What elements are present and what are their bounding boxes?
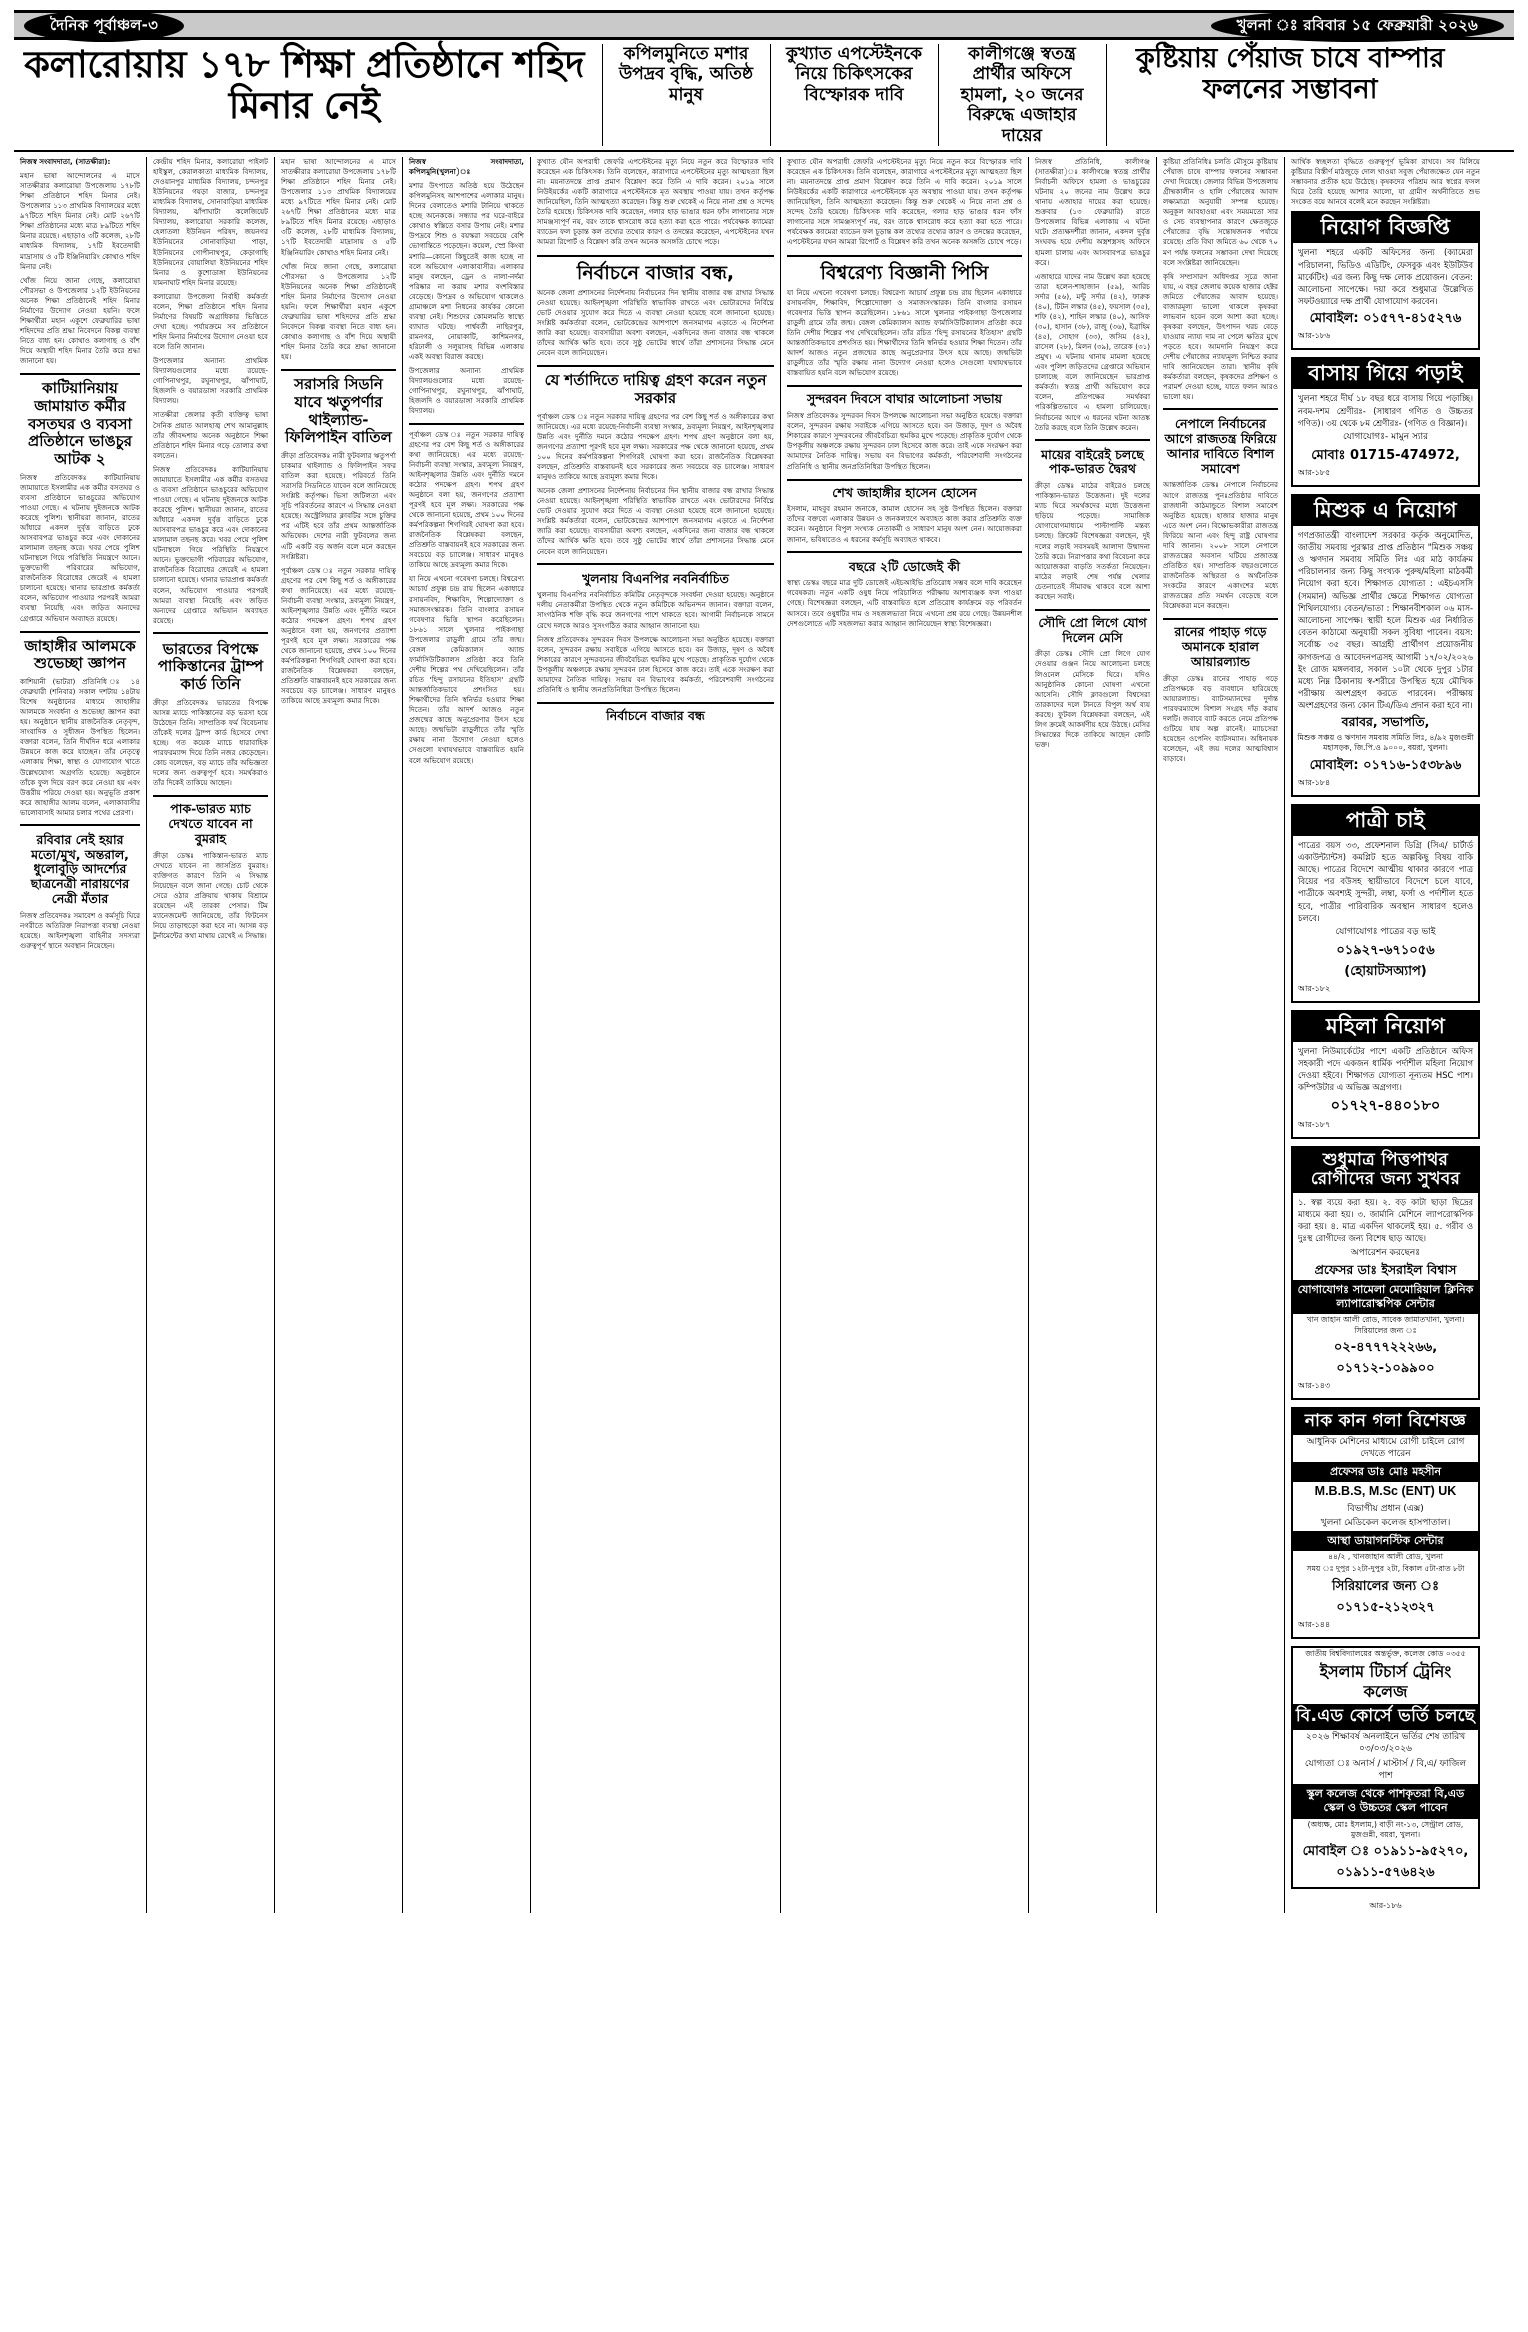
- article-vishwa-body: যা নিয়ে এখনো গবেষণা চলছে। বিশ্বরেণ্য আচার্য প্রফুল্ল চন্দ্র রায় ছিলেন একাধারে রসায়নবিদ, শিক্ষাবিদ, শিল্পোদ্যোক্তা ও সমাজসংস্কারক। তিনি বাংলার রসায়ন গবেষণার ভিত্তি স্থাপন করেছিলেন। ১৮৬১ সালে খুলনার পাইকগাছা উপজেলার রাড়ুলী গ্রামে তাঁর জন্ম। বেঙ্গল কেমিক্যালস অ্যান্ড ফার্মাসিউটিক্যালস প্রতিষ্ঠা করে তিনি দেশীয় শিল্পের পথ দেখিয়েছিলেন। তাঁর রচিত 'হিন্দু রসায়নের ইতিহাস' গ্রন্থটি আন্তর্জাতিকভাবে প্রশংসিত হয়। শিক্ষার্থীদের তিনি স্বনির্ভর হওয়ার শিক্ষা দিতেন। তাঁর আদর্শ আজও নতুন প্রজন্মের কাছে অনুপ্রেরণার উৎস হয়ে আছে। জন্মভিটা রাড়ুলীতে তাঁর স্মৃতি রক্ষায় নানা উদ্যোগ নেওয়া হলেও সেগুলো যথাযথভাবে বাস্তবায়িত হয়নি বলে অভিযোগ রয়েছে।: [787, 287, 1022, 378]
- column-8: [1156, 157, 1284, 1913]
- paper-name-badge: দৈনিক পূর্বাঞ্চল-৩: [24, 10, 184, 42]
- article-katianga-cont: নিজস্ব প্রতিবেদকঃ কাটিয়ানিয়ায় জামায়াতে ইসলামীর এক কর্মীর বসতঘর ও ব্যবসা প্রতিষ্ঠানে ভাঙচুরের অভিযোগ পাওয়া গেছে। এ ঘটনায় দুইজনকে আটক করেছে পুলিশ। স্থানীয়রা জানান, রাতের আঁধারে একদল দুর্বৃত্ত বাড়িতে ঢুকে আসবাবপত্র ভাঙচুর করে এবং দোকানের মালামাল তছনছ করে। খবর পেয়ে পুলিশ ঘটনাস্থলে গিয়ে পরিস্থিতি নিয়ন্ত্রণে আনে। ভুক্তভোগী পরিবারের অভিযোগ, রাজনৈতিক বিরোধের জেরেই এ হামলা চালানো হয়েছে। থানার ভারপ্রাপ্ত কর্মকর্তা বলেন, অভিযোগ পাওয়ার পরপরই আমরা ব্যবস্থা নিয়েছি এবং জড়িত অন্যদের গ্রেপ্তারে অভিযান অব্যাহত রয়েছে।: [153, 464, 268, 625]
- ad-mohila-niyog[interactable]: [1291, 1010, 1480, 1140]
- ad-course-banner: বি.এড কোর্সে ভর্তি চলছে: [1293, 1704, 1478, 1730]
- ad-subtitle: অপারেশন করছেনঃ: [1350, 1247, 1421, 1258]
- section-heading-shekh-jahangir: শেখ জাহাঙ্গীর হাসেন হোসেন: [787, 479, 1022, 501]
- ad-basay-giye-porai[interactable]: [1291, 357, 1480, 486]
- ad-title: নাক কান গলা বিশেষজ্ঞ: [1293, 1409, 1478, 1435]
- ad-phone[interactable]: ০১৯২৭-৬৭১০৫৬ (হোয়াটসঅ্যাপ): [1336, 942, 1435, 979]
- article-nirbachone-body: অনেক জেলা প্রশাসনের নির্দেশনায় নির্বাচনের দিন স্থানীয় বাজার বন্ধ রাখার সিদ্ধান্ত নেওয়া হয়েছে। আইনশৃঙ্খলা পরিস্থিতি স্বাভাবিক রাখতে এবং ভোটারদের নির্বিঘ্নে ভোট দেওয়ার সুযোগ করে দিতে এ ব্যবস্থা নেওয়া হয়েছে বলে জানানো হয়েছে। সংশ্লিষ্ট কর্মকর্তারা বলেন, ভোটকেন্দ্রের আশপাশে জনসমাগম এড়াতে এ নির্দেশনা জারি করা হয়েছে। ব্যবসায়ীরা অবশ্য বলছেন, একদিনের জন্য বাজার বন্ধ থাকলে তাঁদের আর্থিক ক্ষতি হবে। তবে সুষ্ঠু ভোটের স্বার্থে তাঁরা প্রশাসনের সিদ্ধান্ত মেনে নেবেন বলে জানিয়েছেন।: [537, 287, 774, 358]
- ad-body: খুলনা শহরে একটি অফিসের জন্য (ক্যামেরা পরিচালনা, ভিডিও এডিটিং, ফেসবুক এবং ইউটিউব মার্কেটিং) এর জন্য কিছু দক্ষ লোক প্রয়োজন। বেতন: আলোচনা সাপেক্ষে। দয়া করে শুধুমাত্র উল্লেখিত সফটওয়্যারে দক্ষ প্রার্থী যোগাযোগ করবেন।: [1298, 247, 1473, 307]
- ad-accreditation-line: জাতীয় বিশ্ববিদ্যালয়ের অন্তর্ভুক্ত, কলেজ কোড ০৩৫৫: [1305, 1648, 1466, 1658]
- ad-doctor-post: বিভাগীয় প্রধান (এক্স): [1347, 1503, 1424, 1514]
- article-kapilmuni-cont: উপজেলার অন্যান্য প্রাথমিক বিদ্যালয়গুলোর মধ্যে রয়েছে-গোপিনাথপুর, রঘুনাথপুর, ঝাঁপাঘাট, হিজলদি ও বয়ারডাঙ্গা সরকারি প্রাথমিক বিদ্যালয়।: [409, 366, 524, 416]
- ad-time: সময় ঃ দুপুর ১২টা-দুপুর ২টা, বিকাল ৫টা-রাত ৮টা: [1306, 1564, 1465, 1574]
- article-jahangir-body: কাশিয়ানী (ভাটরা) প্রতিনিধি ঃ ১৪ ফেব্রুয়ারী (শনিবার) সকাল দশটায় ১৪টায় বিশেষ অনুষ্ঠানের মাধ্যমে জাহাঙ্গীর আলমকে সংবর্ধনা ও শুভেচ্ছা জ্ঞাপন করা হয়। অনুষ্ঠানে স্থানীয় রাজনৈতিক নেতৃবৃন্দ, সাংবাদিক ও সুধীজন উপস্থিত ছিলেন। বক্তারা বলেন, তিনি দীর্ঘদিন ধরে এলাকার উন্নয়নে কাজ করে যাচ্ছেন। তাঁর নেতৃত্বে এলাকায় শিক্ষা, স্বাস্থ্য ও যোগাযোগ খাতে উল্লেখযোগ্য অগ্রগতি হয়েছে। অনুষ্ঠানে তাঁকে ফুল দিয়ে বরণ করে নেওয়া হয় এবং উত্তরীয় পরিয়ে দেওয়া হয়। অনুভূতি প্রকাশ করে জাহাঙ্গীর আলম বলেন, এলাকাবাসীর ভালোবাসাই আমার চলার পথের প্রেরণা।: [20, 676, 140, 817]
- headline-block-kushtia: [1106, 44, 1466, 146]
- article-ranner-body: ক্রীড়া ডেস্কঃ রানের পাহাড় গড়ে প্রতিপক্ষকে বড় ব্যবধানে হারিয়েছে আয়ারল্যান্ড। ব্যাটসম্যানদের দুর্দান্ত পারফরম্যান্সে বিশাল সংগ্রহ দাঁড় করায় দলটি। জবাবে ব্যাট করতে নেমে প্রতিপক্ষ গুটিয়ে যায় অল্প রানেই। ম্যাচসেরা হয়েছেন ওপেনিং ব্যাটসম্যান। অধিনায়ক বলেছেন, এই জয় দলের আত্মবিশ্বাস বাড়াবে।: [1163, 673, 1278, 764]
- section-heading-nepal: নেপালে নির্বাচনের আগে রাজতন্ত্র ফিরিয়ে আনার দাবিতে বিশাল সমাবেশ: [1164, 416, 1277, 476]
- ad-phone[interactable]: মোবাইল: ০১৫৭৭-৪১৫২৭৬: [1309, 311, 1462, 327]
- ad-title: মিশুক এ নিয়োগ: [1293, 496, 1478, 526]
- article-mayer-bairey-body: ক্রীড়া ডেস্কঃ মাঠের বাইরেও চলছে পাকিস্তান-ভারত উত্তেজনা। দুই দলের ম্যাচ ঘিরে সমর্থকদের মধ্যে উত্তেজনা ছড়িয়ে পড়েছে। সামাজিক যোগাযোগমাধ্যমে পাল্টাপাল্টি মন্তব্য চলছে। ক্রিকেট বিশেষজ্ঞরা বলছেন, দুই দলের লড়াই সবসময়ই আলাদা উন্মাদনা তৈরি করে। নিরাপত্তার কথা বিবেচনা করে আয়োজকরা বাড়তি সতর্কতা নিয়েছেন। মাঠের লড়াই শেষ পর্যন্ত খেলার চেতনাতেই সীমাবদ্ধ থাকবে বলে আশা করছেন সবাই।: [1035, 481, 1150, 601]
- ad-deadline: ২০২৬ শিক্ষাবর্ষ অনলাইনে ভর্তির শেষ তারিখ ০৩/০৩/২০২৬: [1305, 1731, 1466, 1755]
- main-content-grid: [14, 157, 1514, 1913]
- article-kushtia-body3: আর্থিক স্বচ্ছলতা বৃদ্ধিতে গুরুত্বপূর্ণ ভূমিকা রাখবে। সব মিলিয়ে কুষ্টিয়ার বিস্তীর্ণ মাঠজুড়ে দোল খাওয়া সবুজ পেঁয়াজক্ষেত যেন নতুন সম্ভাবনার প্রতীক হয়ে উঠেছে। কৃষকদের পরিশ্রম আর স্বপ্নের ফসল ঘিরে তৈরি হয়েছে আশার আলো, যা গ্রামীণ অর্থনীতিতে শুভ সংকেত বয়ে আনবে বলেই মনে করছেন সংশ্লিষ্টরা।: [1291, 156, 1480, 207]
- headline-block-epstein: [770, 44, 930, 146]
- top-headline-band: [14, 44, 1514, 152]
- ad-ref-code: আর-১৪৪: [1298, 1619, 1331, 1629]
- divider-rule-3: [409, 423, 524, 425]
- article-bottom-caption-body: নিজস্ব প্রতিবেদকঃ সমাবেশ ও কর্মসূচি ঘিরে নগরীতে অতিরিক্ত নিরাপত্তা ব্যবস্থা নেওয়া হয়েছে। আইনশৃঙ্খলা বাহিনীর সদস্যরা গুরুত্বপূর্ণ স্থানে অবস্থান নিয়েছেন।: [20, 910, 140, 950]
- ad-body: খুলনা নিউমার্কেটের পাশে একটি প্রতিষ্ঠানে অফিস সহকারী পদে একজন ধার্মিক পর্দাশীল মহিলা নিয়োগ দেওয়া হইবে। শিক্ষাগত যোগ্যতা নূন্যতম HSC পাশ। কম্পিউটার এ অভিজ্ঞ অগ্রগণ্য।: [1298, 1045, 1473, 1093]
- ad-phone[interactable]: সিরিয়ালের জন্য ঃ ০১৭১৫-২১২৩২৭: [1331, 1578, 1440, 1615]
- article-kaliganj-body: নিজস্ব প্রতিনিধি, কালীগঞ্জ (সাতক্ষীরা)ঃ কালীগঞ্জে স্বতন্ত্র প্রার্থীর নির্বাচনী অফিসে হামলা ও ভাঙচুরের ঘটনায় ২০ জনের নাম উল্লেখ করে থানায় এজাহার দায়ের করা হয়েছে। শুক্রবার (১৩ ফেব্রুয়ারি) রাতে উপজেলার বিভিন্ন এলাকায় এ ঘটনা ঘটে। প্রত্যক্ষদর্শীরা জানান, একদল দুর্বৃত্ত সংঘবদ্ধ হয়ে দেশীয় অস্ত্রশস্ত্রসহ অফিসে হামলা চালায় এবং আসবাবপত্র ভাঙচুর করে।: [1035, 156, 1150, 267]
- article-shekh-jahangir-body: ইসলাম, মাহবুব রহমান জনাকে, কামাল হোসেন সহ সুষ্ঠ উপস্থিত ছিলেন। বক্তারা তাঁদের বক্তব্যে এলাকার উন্নয়ন ও জনকল্যাণে অব্যাহত কাজ করার প্রতিশ্রুতি ব্যক্ত করেন। অনুষ্ঠানে বিপুল সংখ্যক নেতাকর্মী ও সাধারণ মানুষ অংশ নেন। আয়োজকরা জানান, ভবিষ্যতেও এ ধরনের কর্মসূচি অব্যাহত থাকবে।: [787, 504, 1022, 544]
- ad-pittopathor[interactable]: [1291, 1146, 1480, 1399]
- ad-eligibility: যোগ্যতা ঃ অনার্স / মাস্টার্স / বি,এ/ ফাজিল পাশ: [1304, 1758, 1467, 1782]
- article-katianga-body: নিজস্ব প্রতিবেদকঃ কাটিয়ানিয়ায় জামায়াতে ইসলামীর এক কর্মীর বসতঘর ও ব্যবসা প্রতিষ্ঠানে ভাঙচুরের অভিযোগ পাওয়া গেছে। এ ঘটনায় দুইজনকে আটক করেছে পুলিশ। স্থানীয়রা জানান, রাতের আঁধারে একদল দুর্বৃত্ত বাড়িতে ঢুকে আসবাবপত্র ভাঙচুর করে এবং দোকানের মালামাল তছনছ করে। খবর পেয়ে পুলিশ ঘটনাস্থলে গিয়ে পরিস্থিতি নিয়ন্ত্রণে আনে। ভুক্তভোগী পরিবারের অভিযোগ, রাজনৈতিক বিরোধের জেরেই এ হামলা চালানো হয়েছে। থানার ভারপ্রাপ্ত কর্মকর্তা বলেন, অভিযোগ পাওয়ার পরপরই আমরা ব্যবস্থা নিয়েছি এবং জড়িত অন্যদের গ্রেপ্তারে অভিযান অব্যাহত রয়েছে।: [20, 472, 140, 623]
- article-kapilmuni-byline: [409, 157, 524, 177]
- ad-phone[interactable]: মোবাইল ঃ ০১৯১১-৯৫২৭০, ০১৯১১-৫৭৬৪২৬: [1302, 1844, 1469, 1881]
- section-heading-vishwa: বিশ্বরেণ্য বিজ্ঞানী পিসি: [787, 255, 1022, 284]
- column-1: [14, 157, 146, 1913]
- article-notun-sarkar-cont: অনেক জেলা প্রশাসনের নির্দেশনায় নির্বাচনের দিন স্থানীয় বাজার বন্ধ রাখার সিদ্ধান্ত নেওয়া হয়েছে। আইনশৃঙ্খলা পরিস্থিতি স্বাভাবিক রাখতে এবং ভোটারদের নির্বিঘ্নে ভোট দেওয়ার সুযোগ করে দিতে এ ব্যবস্থা নেওয়া হয়েছে বলে জানানো হয়েছে। সংশ্লিষ্ট কর্মকর্তারা বলেন, ভোটকেন্দ্রের আশপাশে জনসমাগম এড়াতে এ নির্দেশনা জারি করা হয়েছে। ব্যবসায়ীরা অবশ্য বলছেন, একদিনের জন্য বাজার বন্ধ থাকলে তাঁদের আর্থিক ক্ষতি হবে। তবে সুষ্ঠু ভোটের স্বার্থে তাঁরা প্রশাসনের সিদ্ধান্ত মেনে নেবেন বলে জানিয়েছেন।: [537, 486, 774, 556]
- column-7: [1028, 157, 1156, 1913]
- article-shirase-body: ক্রীড়া প্রতিবেদকঃ নারী ফুটবলার ঋতুপর্ণা চাকমার থাইল্যান্ড ও ফিলিপাইন সফর বাতিল করা হয়েছে। পরিবর্তে তিনি সরাসরি সিডনিতে যাবেন বলে জানিয়েছে সংশ্লিষ্ট কর্তৃপক্ষ। ভিসা জটিলতা এবং সূচি পরিবর্তনের কারণে এ সিদ্ধান্ত নেওয়া হয়েছে। অস্ট্রেলিয়ার ক্লাবটির সঙ্গে চুক্তির পর এটিই হবে তাঁর প্রথম আন্তর্জাতিক অভিষেক। দেশের নারী ফুটবলের জন্য এটি একটি বড় অর্জন বলে মনে করছেন সংশ্লিষ্টরা।: [281, 450, 396, 561]
- ad-ref-code: আর-১৪৩: [1298, 1380, 1331, 1390]
- article-shirase-cont: পূর্বাঞ্চল ডেস্ক ঃ নতুন সরকার দায়িত্ব গ্রহণের পর বেশ কিছু শর্ত ও অঙ্গীকারের কথা জানিয়েছে। এর মধ্যে রয়েছে-নির্বাচনী ব্যবস্থা সংস্কার, দ্রব্যমূল্য নিয়ন্ত্রণ, আইনশৃঙ্খলার উন্নতি এবং দুর্নীতি দমনে কঠোর পদক্ষেপ গ্রহণ। শপথ গ্রহণ অনুষ্ঠানে বলা হয়, জনগণের প্রত্যাশা পূরণই হবে মূল লক্ষ্য। সরকারের পক্ষ থেকে জানানো হয়েছে, প্রথম ১০০ দিনের কর্মপরিকল্পনা শিগগিরই ঘোষণা করা হবে। রাজনৈতিক বিশ্লেষকরা বলছেন, প্রতিশ্রুতি বাস্তবায়নই হবে সরকারের জন্য সবচেয়ে বড় চ্যালেঞ্জ। সাধারণ মানুষও তাকিয়ে আছে দ্রব্যমূল্য কমার দিকে।: [281, 565, 396, 706]
- section-heading-mayer-bairey: মায়ের বাইরেই চলছে পাক-ভারত দ্বৈরথ: [1041, 446, 1144, 477]
- ad-patri-chai[interactable]: [1291, 804, 1480, 1003]
- headline-block-kaliganj: [938, 44, 1098, 146]
- ad-address: (অধ্যক্ষ, মোঃ ইসলাম,) বাড়ী নং-১৩, সেন্ট্রাল রোড, মুজগুন্নী, বয়রা, খুলনা।: [1307, 1819, 1464, 1839]
- section-heading-nirbachone-bottom: নির্বাচনে বাজার বন্ধ: [537, 702, 774, 724]
- lead-headline: কলারোয়ায় ১৭৮ শিক্ষা প্রতিষ্ঠানে শহিদ মিনার নেই: [24, 43, 584, 128]
- headline-epstein: কুখ্যাত এপস্টেইনকে নিয়ে চিকিৎসকের বিস্ফোরক দাবি: [785, 44, 923, 105]
- ad-doctor-name: প্রফেসর ডাঃ মোঃ মহসীন: [1293, 1462, 1478, 1482]
- article-kushtia-body2: কৃষি সম্প্রসারণ অধিদপ্তর সূত্রে জানা যায়, এ বছর জেলায় কয়েক হাজার হেক্টর জমিতে পেঁয়াজের আবাদ হয়েছে। বাজারমূল্য ভালো থাকলে কৃষকরা লাভবান হবেন বলে আশা করা হচ্ছে। কৃষকরা বলছেন, উৎপাদন খরচ বেড়ে যাওয়ায় ন্যায্য দাম না পেলে ক্ষতির মুখে পড়তে হবে। আমদানি নিয়ন্ত্রণ করে দেশীয় পেঁয়াজের ন্যায্যমূল্য নিশ্চিত করার দাবি জানিয়েছেন তারা। স্থানীয় কৃষি কর্মকর্তারা বলছেন, কৃষকদের প্রশিক্ষণ ও পরামর্শ দেওয়া হচ্ছে, যাতে ফলন আরও ভালো হয়।: [1163, 271, 1278, 402]
- article-bochore-body: স্বাস্থ্য ডেস্কঃ বছরে মাত্র দুটি ডোজেই এইচআইভি প্রতিরোধ সম্ভব বলে দাবি করেছেন গবেষকরা। নতুন একটি ওষুধ নিয়ে পরিচালিত পরীক্ষায় আশাব্যঞ্জক ফল পাওয়া গেছে। বিশেষজ্ঞরা বলছেন, এটি বাস্তবায়িত হলে প্রতিরোধ কার্যক্রমে বড় পরিবর্তন আসবে। তবে ওষুধটির দাম ও সহজলভ্যতা নিয়ে এখনো প্রশ্ন রয়ে গেছে। উন্নয়নশীল দেশগুলোতে এটি সহজলভ্য করার আহ্বান জানিয়েছেন স্বাস্থ্য বিশেষজ্ঞরা।: [787, 578, 1022, 628]
- edition-date-badge: খুলনা ঃ রবিবার ১৫ ফেব্রুয়ারী ২০২৬: [1211, 10, 1504, 42]
- column-5: [530, 157, 780, 1913]
- article-khulna-bnp-cont: নিজস্ব প্রতিবেদকঃ সুন্দরবন দিবস উপলক্ষে আলোচনা সভা অনুষ্ঠিত হয়েছে। বক্তারা বলেন, সুন্দরবন রক্ষায় সবাইকে এগিয়ে আসতে হবে। বন উজাড়, দূষণ ও অবৈধ শিকারের কারণে সুন্দরবনের জীববৈচিত্র্য হুমকির মুখে পড়েছে। প্রাকৃতিক দুর্যোগ থেকে উপকূলীয় অঞ্চলকে রক্ষায় সুন্দরবন ঢাল হিসেবে কাজ করে। তাই একে সংরক্ষণ করা আমাদের নৈতিক দায়িত্ব। সভায় বন বিভাগের কর্মকর্তা, পরিবেশবাদী সংগঠনের প্রতিনিধি ও স্থানীয় জনপ্রতিনিধিরা উপস্থিত ছিলেন।: [537, 634, 774, 694]
- article-kapilmuni-body: মশার উৎপাতে অতিষ্ঠ হয়ে উঠেছেন কপিলমুনিসহ আশপাশের এলাকার মানুষ। দিনের বেলাতেও মশারি টানিয়ে থাকতে হচ্ছে অনেককে। সন্ধ্যার পর ঘরে-বাইরে কোথাও স্বস্তিতে বসার উপায় নেই। মশার উপদ্রবে শিশু ও বয়স্করা সবচেয়ে বেশি ভোগান্তিতে পড়েছেন। কয়েল, স্প্রে কিংবা মশারি—কোনো কিছুতেই কাজ হচ্ছে না বলে অভিযোগ এলাকাবাসীর। এলাকার মানুষ বলছেন, ড্রেন ও নালা-নর্দমা পরিষ্কার না করায় মশার বংশবিস্তার বেড়েছে। উপদ্রব ও অভিযোগ থাকলেও গ্রামাঞ্চলে মশা নিধনের কার্যকর কোনো ব্যবস্থা নেই। শিশুদের কোমলমতি স্বাস্থ্যে ব্যাঘাত ঘটছে। পার্শ্ববর্তী নাছিরপুর, রামনগর, নোয়াকাটি, কাশিমনগর, হরিঢালী ও সলুয়াসহ বিভিন্ন এলাকায় একই অবস্থা বিরাজ করছে।: [409, 181, 524, 362]
- article-main-p6: সাতক্ষীরা জেলার কৃতী ব্যক্তিত্ব ভাষা সৈনিক প্রয়াত আলহাজ্ব শেখ আমানুল্লাহ তাঁর জীবদ্দশায় অনেক অনুষ্ঠানে শিক্ষা প্রতিষ্ঠানে শহিদ মিনার গড়ে তোলার কথা বলতেন।: [153, 410, 268, 460]
- headline-block-kapilmuni: [602, 44, 762, 146]
- ad-islam-teachers-training-college[interactable]: [1291, 1646, 1480, 1889]
- article-main-p7: মহান ভাষা আন্দোলনের এ মাসে সাতক্ষীরার কলারোয়া উপজেলায় ১৭৮টি শিক্ষা প্রতিষ্ঠানে শহিদ মিনার নেই। উপজেলার ১১৩ প্রাথমিক বিদ্যালয়ের মধ্যে ৯৭টিতে শহিদ মিনার নেই। মোট ২৬৭টি শিক্ষা প্রতিষ্ঠানের মধ্যে মাত্র ৮৯টিতে শহিদ মিনার রয়েছে। এছাড়াও ৩টি কলেজ, ২৮টি মাধ্যমিক বিদ্যালয়, ১৭টি ইবতেদায়ী মাদ্রাসায় ও ৫টি ইঞ্জিনিয়ারিং কোথাও শহিদ মিনার নেই।: [281, 156, 396, 257]
- ad-nak-kan-gola[interactable]: [1291, 1407, 1480, 1639]
- column-6: [780, 157, 1028, 1913]
- article-kaliganj-body2: এজাহারে যাদের নাম উল্লেখ করা হয়েছে তারা হলেন-শাহাজান (৫৯), আরিচ সর্দার (৫৬), মন্টু সর্দার (৪২), ফারুক (৪০), টিটন লস্কার (৪৫), ফয়সাল (৩৫), শফি (৪২), শাহিন লস্কার (৪০), আসিফ (৩০), হাসান (৩৮), রাজু (৩৬), ইব্রাহিম (৪৫), সোহাগ (৩৩), জসিম (৪২), রাসেল (২৮), মিলন (৩৯), তারেক (৩১) প্রমুখ। এ ঘটনায় থানায় মামলা হয়েছে এবং পুলিশ জড়িতদের গ্রেপ্তারে অভিযান চালাচ্ছে বলে জানিয়েছেন ভারপ্রাপ্ত কর্মকর্তা। স্বতন্ত্র প্রার্থী অভিযোগ করে বলেন, প্রতিপক্ষের সমর্থকরা পরিকল্পিতভাবে এ হামলা চালিয়েছে। নির্বাচনের আগে এ ধরনের ঘটনা আতঙ্ক তৈরি করছে বলে তিনি উল্লেখ করেন।: [1035, 271, 1150, 432]
- ad-ref-code: আর-১৮৫: [1298, 467, 1331, 477]
- ad-ref-code: আর-১৮২: [1298, 983, 1331, 993]
- article-saudi-pro-body: ক্রীড়া ডেস্কঃ সৌদি প্রো লিগে যোগ দেওয়ার গুঞ্জন নিয়ে আলোচনা চলছে লিওনেল মেসিকে ঘিরে। যদিও আনুষ্ঠানিক কোনো ঘোষণা এখনো আসেনি। সৌদি ক্লাবগুলো বিশ্বসেরা তারকাদের দলে টানতে বিপুল অর্থ ব্যয় করছে। ফুটবল বিশ্লেষকরা বলছেন, এই লিগ ক্রমেই আকর্ষণীয় হয়ে উঠছে। মেসির সিদ্ধান্তের দিকে তাকিয়ে আছেন কোটি ভক্ত।: [1035, 649, 1150, 749]
- ad-title: নিয়োগ বিজ্ঞপ্তি: [1293, 213, 1478, 243]
- article-bharat-body: ক্রীড়া প্রতিবেদকঃ ভারতের বিপক্ষে আসন্ন ম্যাচে পাকিস্তানের বড় ভরসা হয়ে উঠেছেন তিনি। সাম্প্রতিক ফর্ম বিবেচনায় তাঁকেই দলের ট্রাম্প কার্ড হিসেবে দেখা হচ্ছে। গত কয়েক ম্যাচে ধারাবাহিক পারফরম্যান্স দিয়ে তিনি নজর কেড়েছেন। কোচ বলেছেন, বড় ম্যাচে তাঁর অভিজ্ঞতা দলের জন্য গুরুত্বপূর্ণ হবে। সমর্থকরাও তাঁর দিকেই তাকিয়ে আছেন।: [153, 697, 268, 788]
- ad-doctor-name: প্রফেসর ডাঃ ইসরাইল বিশ্বাস: [1314, 1262, 1457, 1278]
- article-notun-sarkar-body: পূর্বাঞ্চল ডেস্ক ঃ নতুন সরকার দায়িত্ব গ্রহণের পর বেশ কিছু শর্ত ও অঙ্গীকারের কথা জানিয়েছে। এর মধ্যে রয়েছে-নির্বাচনী ব্যবস্থা সংস্কার, দ্রব্যমূল্য নিয়ন্ত্রণ, আইনশৃঙ্খলার উন্নতি এবং দুর্নীতি দমনে কঠোর পদক্ষেপ গ্রহণ। শপথ গ্রহণ অনুষ্ঠানে বলা হয়, জনগণের প্রত্যাশা পূরণই হবে মূল লক্ষ্য। সরকারের পক্ষ থেকে জানানো হয়েছে, প্রথম ১০০ দিনের কর্মপরিকল্পনা শিগগিরই ঘোষণা করা হবে। রাজনৈতিক বিশ্লেষকরা বলছেন, প্রতিশ্রুতি বাস্তবায়নই হবে সরকারের জন্য সবচেয়ে বড় চ্যালেঞ্জ। সাধারণ মানুষও তাকিয়ে আছে দ্রব্যমূল্য কমার দিকে।: [537, 411, 774, 482]
- lead-headline-block: [14, 44, 594, 146]
- column-3: [274, 157, 402, 1913]
- article-epstein-body: কুখ্যাত যৌন অপরাধী জেফরি এপস্টেইনের মৃত্যু নিয়ে নতুন করে বিস্ফোরক দাবি করেছেন এক চিকিৎসক। তিনি বলেছেন, কারাগারে এপস্টেইনের মৃত্যু আত্মহত্যা ছিল না। ময়নাতদন্তে প্রাপ্ত প্রমাণ বিশ্লেষণ করে তিনি এ দাবি করেন। ২০১৯ সালে নিউইয়র্কের একটি কারাগারে এপস্টেইনকে মৃত অবস্থায় পাওয়া যায়। তখন কর্তৃপক্ষ জানিয়েছিল, তিনি আত্মহত্যা করেছেন। কিন্তু শুরু থেকেই এ নিয়ে নানা প্রশ্ন ও সন্দেহ তৈরি হয়েছে। চিকিৎসক দাবি করেছেন, গলার হাড় ভাঙার ধরন ফাঁস লাগানোর সঙ্গে সামঞ্জস্যপূর্ণ নয়, বরং তাকে শ্বাসরোধ করে হত্যা করা হতে পারে। পর্যবেক্ষক ক্যামেরা ব্যাডেন ফল চূড়ান্ত কল তথ্যের তথ্যের কারণ ও তদন্তের করেছেন, এপস্টেইনের যখন আমরা রিপোর্ট ও বিশ্লেষণ করি তখন অনেক অসঙ্গতি চোখে পড়ে।: [537, 156, 774, 247]
- section-heading-katianga: কাটিয়ানিয়ায় জামায়াত কর্মীর বসতঘর ও ব্যবসা প্রতিষ্ঠানে ভাঙচুর আটক ২: [20, 373, 140, 468]
- column-2: [146, 157, 274, 1913]
- article-main-p5: উপজেলার অন্যান্য প্রাথমিক বিদ্যালয়গুলোর মধ্যে রয়েছে-গোপিনাথপুর, রঘুনাথপুর, ঝাঁপাঘাট, হিজলদি ও বয়ারডাঙ্গা সরকারি প্রাথমিক বিদ্যালয়।: [153, 356, 268, 406]
- article-main-p3: কেন্দ্রীয় শহিদ মিনার, কলারোয়া পাইলট হাইস্কুল, কেরালকাতা মাধ্যমিক বিদ্যালয়, দেওয়ানপুর মাধ্যমিক বিদ্যালয়, চন্দনপুর ইউনিয়নের গয়ড়া বাজার, চন্দনপুর মাধ্যমিক বিদ্যালয়, সোনাবাড়িয়া মাধ্যমিক বিদ্যালয়, ঝাঁপাঘাটা কলেজিয়েট বিদ্যালয়, কলারোয়া সরকারি কলেজ, হেলাতলা ইউনিয়ন পরিষদ, জয়নগর ইউনিয়নের সোনাবাড়িয়া পাড়া, ইউনিয়নের গোপীনাথপুর, কেড়াগাছি ইউনিয়নের বোয়ালিয়া ইউনিয়নের শহিদ মিনার ও কুশোডাঙ্গা ইউনিয়নের যামনাঘাট শহিদ মিনার রয়েছে।: [153, 156, 268, 287]
- article-kushtia-body: কুষ্টিয়া প্রতিনিধিঃ চলতি মৌসুমে কুষ্টিয়ায় পেঁয়াজ চাষে বাম্পার ফলনের সম্ভাবনা দেখা দিয়েছে। জেলার বিভিন্ন উপজেলায় গ্রীষ্মকালীন ও হালি পেঁয়াজের আবাদ লক্ষ্যমাত্রা অনুযায়ী সম্পন্ন হয়েছে। অনুকূল আবহাওয়া এবং সময়মতো সার ও সেচ ব্যবস্থাপনার কারণে ক্ষেতজুড়ে পেঁয়াজের বৃদ্ধি সন্তোষজনক পর্যায়ে রয়েছে। প্রতি বিঘা জমিতে ৬০ থেকে ৭০ মণ পর্যন্ত ফলনের সম্ভাবনা দেখা দিয়েছে বলে সংশ্লিষ্টরা জানিয়েছেন।: [1163, 156, 1278, 267]
- article-main-p8: খোঁজ নিয়ে জানা গেছে, কলারোয়া পৌরসভা ও উপজেলার ১২টি ইউনিয়নের অনেক শিক্ষা প্রতিষ্ঠানেই শহিদ মিনার নির্মাণের উদ্যোগ নেওয়া হয়নি। ফলে শিক্ষার্থীরা মহান একুশে ফেব্রুয়ারির ভাষা শহিদদের প্রতি শ্রদ্ধা নিবেদনে বিকল্প ব্যবস্থা নিতে বাধ্য হন। কোথাও কলাগাছ ও বাঁশ দিয়ে অস্থায়ী শহিদ মিনার তৈরি করে শ্রদ্ধা জানানো হয়।: [281, 261, 396, 362]
- ad-body: পাত্রের বয়স ৩৩, প্রফেশনাল ডিগ্রি (সিএ/ চার্টার্ড একাউন্ট্যান্টস) কমপ্লিট হতে অল্পকিছু বিষয় বাকি আছে। পাত্রের বিদেশে আত্মীয় থাকার কারণে পাত্র বিয়ের পর বউসহ স্থায়ীভাবে বিদেশে চলে যাবে, পাত্রীকে অবশ্যই সুন্দরী, লম্বা, ফর্সা ও পর্দাশীল হতে হবে, পাত্রীর পারিবারিক অবস্থান সাধারণ হলেও চলবে।: [1298, 839, 1473, 923]
- section-heading-ranner: রানের পাহাড় গড়ে অমানকে হারাল আয়ারল্যান্ড: [1163, 618, 1278, 669]
- headline-kaliganj: কালীগঞ্জে স্বতন্ত্র প্রার্থীর অফিসে হামলা, ২০ জনের বিরুদ্ধে এজাহার দায়ের: [960, 44, 1084, 146]
- article-epstein-cont: কুখ্যাত যৌন অপরাধী জেফরি এপস্টেইনের মৃত্যু নিয়ে নতুন করে বিস্ফোরক দাবি করেছেন এক চিকিৎসক। তিনি বলেছেন, কারাগারে এপস্টেইনের মৃত্যু আত্মহত্যা ছিল না। ময়নাতদন্তে প্রাপ্ত প্রমাণ বিশ্লেষণ করে তিনি এ দাবি করেন। ২০১৯ সালে নিউইয়র্কের একটি কারাগারে এপস্টেইনকে মৃত অবস্থায় পাওয়া যায়। তখন কর্তৃপক্ষ জানিয়েছিল, তিনি আত্মহত্যা করেছেন। কিন্তু শুরু থেকেই এ নিয়ে নানা প্রশ্ন ও সন্দেহ তৈরি হয়েছে। চিকিৎসক দাবি করেছেন, গলার হাড় ভাঙার ধরন ফাঁস লাগানোর সঙ্গে সামঞ্জস্যপূর্ণ নয়, বরং তাকে শ্বাসরোধ করে হত্যা করা হতে পারে। পর্যবেক্ষক ক্যামেরা ব্যাডেন ফল চূড়ান্ত কল তথ্যের তথ্যের কারণ ও তদন্তের করেছেন, এপস্টেইনের যখন আমরা রিপোর্ট ও বিশ্লেষণ করি তখন অনেক অসঙ্গতি চোখে পড়ে।: [787, 156, 1022, 247]
- article-main-p1: মহান ভাষা আন্দোলনের এ মাসে সাতক্ষীরার কলারোয়া উপজেলায় ১৭৮টি শিক্ষা প্রতিষ্ঠানে শহিদ মিনার নেই। উপজেলার ১১৩ প্রাথমিক বিদ্যালয়ের মধ্যে ৯৭টিতে শহিদ মিনার নেই। মোট ২৬৭টি শিক্ষা প্রতিষ্ঠানের মধ্যে মাত্র ৮৯টিতে শহিদ মিনার রয়েছে। এছাড়াও ৩টি কলেজ, ২৮টি মাধ্যমিক বিদ্যালয়, ১৭টি ইবতেদায়ী মাদ্রাসায় ও ৫টি ইঞ্জিনিয়ারিং কোথাও শহিদ মিনার নেই।: [20, 171, 140, 271]
- ad-body: গণপ্রজাতন্ত্রী বাংলাদেশ সরকার কর্তৃক অনুমোদিত, জাতীয় সমবায় পুরস্কার প্রাপ্ত প্রতিষ্ঠান "মিশুক সঞ্চয় ও ঋণদান সমবায় সমিতি লিঃ এর মাঠ কার্যক্রম পরিচালনার জন্য কিছু সংখ্যক পুরুষ/মহিলা মাঠকর্মী নিয়োগ করা হবে। শিক্ষাগত যোগ্যতা : এইচএসসি (সমমান) অভিজ্ঞ প্রার্থীর ক্ষেত্রে শিক্ষাগত যোগ্যতা শিথিলযোগ্য। বেতন/ভাতা : শিক্ষানবীশকাল ০৬ মাস-আলোচনা সাপেক্ষ। স্থায়ী হলে মিশুক এর নির্ধারিত বেতন কাঠামো অনুযায়ী সকল সুবিধা পাবেন। বয়স: সর্বোচ্চ ৩৫ বছর। আগ্রহী প্রার্থীগণ প্রয়োজনীয় কাগজপত্র ও আবেদনপত্রসহ আগামী ১৭/০২/২০২৬ ইং রোজ মঙ্গলবার, সকাল ১০টা থেকে দুপুর ১টার মধ্যে নিম্ন ঠিকানায় স্ব-শরীরে উপস্থিত হয়ে মৌখিক পরীক্ষায় অংশগ্রহণ করতে পারবেন। পরীক্ষায় অংশগ্রহণের জন্য কোন টিএ/ডিএ প্রদান করা হবে না।: [1298, 529, 1473, 711]
- section-heading-saudi-pro: সৌদি প্রো লিগে যোগ দিলেন মেসি: [1035, 609, 1150, 646]
- ad-phone[interactable]: মোবাঃ 01715-474972,: [1311, 447, 1460, 463]
- section-heading-bharat: ভারতের বিপক্ষে পাকিস্তানের ট্রাম্প কার্ড তিনি: [157, 639, 264, 694]
- article-pak-bharat-body: ক্রীড়া ডেস্কঃ পাকিস্তান-ভারত ম্যাচ দেখতে যাবেন না জাসপ্রিত বুমরাহ। ব্যক্তিগত কারণে তিনি এ সিদ্ধান্ত নিয়েছেন বলে জানা গেছে। চোট থেকে সেরে ওঠার প্রক্রিয়ায় থাকায় বিশ্রামে রয়েছেন এই তারকা পেসার। টিম ম্যানেজমেন্ট জানিয়েছে, তাঁর ফিটনেস নিয়ে তাড়াহুড়ো করা হবে না। আসন্ন বড় টুর্নামেন্টের কথা মাথায় রেখেই এ সিদ্ধান্ত।: [153, 850, 268, 941]
- masthead: [14, 10, 1514, 40]
- ad-phone[interactable]: মোবাইল: ০১৭১৬-১৫৩৮৯৬: [1309, 757, 1462, 773]
- page-footer-code: আর-১৮৬: [1369, 1901, 1402, 1911]
- ad-doctor-degree: M.B.B.S, M.Sc (ENT) UK: [1314, 1484, 1457, 1499]
- section-heading-sundarban: সুন্দরবন দিবসে বাঘার আলোচনা সভায়: [787, 385, 1022, 407]
- ad-college-name: ইসলাম টিচার্স ট্রেনিং কলেজ: [1319, 1661, 1452, 1701]
- divider-rule-4: [537, 563, 774, 565]
- article-sundarban-body: নিজস্ব প্রতিবেদকঃ সুন্দরবন দিবস উপলক্ষে আলোচনা সভা অনুষ্ঠিত হয়েছে। বক্তারা বলেন, সুন্দরবন রক্ষায় সবাইকে এগিয়ে আসতে হবে। বন উজাড়, দূষণ ও অবৈধ শিকারের কারণে সুন্দরবনের জীববৈচিত্র্য হুমকির মুখে পড়েছে। প্রাকৃতিক দুর্যোগ থেকে উপকূলীয় অঞ্চলকে রক্ষায় সুন্দরবন ঢাল হিসেবে কাজ করে। তাই একে সংরক্ষণ করা আমাদের নৈতিক দায়িত্ব। সভায় বন বিভাগের কর্মকর্তা, পরিবেশবাদী সংগঠনের প্রতিনিধি ও স্থানীয় জনপ্রতিনিধিরা উপস্থিত ছিলেন।: [787, 411, 1022, 471]
- divider-rule-7: [1163, 408, 1278, 410]
- ad-body: আধুনিক মেশিনের মাধ্যমে রোগী চাইলে রোগ দেখতে পারেন: [1306, 1436, 1465, 1460]
- article-main-p4: কলারোয়া উপজেলা নির্বাহী কর্মকর্তা বলেন, শিক্ষা প্রতিষ্ঠানে শহিদ মিনার নির্মাণের বিষয়টি অগ্রাধিকার ভিত্তিতে দেখা হচ্ছে। পর্যায়ক্রমে সব প্রতিষ্ঠানে শহিদ মিনার নির্মাণের উদ্যোগ নেওয়া হবে বলে তিনি জানান।: [153, 291, 268, 352]
- column-4: [402, 157, 530, 1913]
- section-heading-bottom-caption: রবিবার নেই হয়ার মতো/মুখ, অন্তরাল, ধুলোবুড়ি আদর্শ্যের ছাত্রনেত্রী নারায়ণের নেত্রী মঁতার: [30, 831, 130, 906]
- ad-title: বাসায় গিয়ে পড়াই: [1293, 359, 1478, 389]
- ad-benefit-banner: স্কুল কলেজ থেকে পাশকৃতরা বি,এড স্কেল ও উচ্চতর স্কেল পাবেন: [1293, 1784, 1478, 1819]
- ad-body: খুলনা শহরে দীর্ঘ ১৮ বছর ধরে বাসায় গিয়ে পড়াচ্ছি। নবম-দশম শ্রেণীরঃ- (সাধারণ গণিত ও উচ্চতর গণিত)। ৩য় থেকে ৮ম শ্রেণীরঃ- (গণিত ও বিজ্ঞান)।: [1298, 393, 1473, 428]
- article-nepal-body: আন্তর্জাতিক ডেস্কঃ নেপালে নির্বাচনের আগে রাজতন্ত্র পুনঃপ্রতিষ্ঠার দাবিতে রাজধানী কাঠমান্ডুতে বিশাল সমাবেশ অনুষ্ঠিত হয়েছে। হাজার হাজার মানুষ এতে অংশ নেন। বিক্ষোভকারীরা রাজতন্ত্র ফিরিয়ে আনা এবং হিন্দু রাষ্ট্র ঘোষণার দাবি জানান। ২০০৮ সালে নেপালে রাজতন্ত্রের অবসান ঘটিয়ে প্রজাতন্ত্র প্রতিষ্ঠিত হয়। সাম্প্রতিক বছরগুলোতে রাজনৈতিক অস্থিরতা ও অর্থনৈতিক সংকটের কারণে একাংশের মধ্যে রাজতন্ত্রের প্রতি সমর্থন বেড়েছে বলে বিশ্লেষকরা মনে করছেন।: [1163, 480, 1278, 611]
- article-kapilmuni-cont2: পূর্বাঞ্চল ডেস্ক ঃ নতুন সরকার দায়িত্ব গ্রহণের পর বেশ কিছু শর্ত ও অঙ্গীকারের কথা জানিয়েছে। এর মধ্যে রয়েছে-নির্বাচনী ব্যবস্থা সংস্কার, দ্রব্যমূল্য নিয়ন্ত্রণ, আইনশৃঙ্খলার উন্নতি এবং দুর্নীতি দমনে কঠোর পদক্ষেপ গ্রহণ। শপথ গ্রহণ অনুষ্ঠানে বলা হয়, জনগণের প্রত্যাশা পূরণই হবে মূল লক্ষ্য। সরকারের পক্ষ থেকে জানানো হয়েছে, প্রথম ১০০ দিনের কর্মপরিকল্পনা শিগগিরই ঘোষণা করা হবে। রাজনৈতিক বিশ্লেষকরা বলছেন, প্রতিশ্রুতি বাস্তবায়নই হবে সরকারের জন্য সবচেয়ে বড় চ্যালেঞ্জ। সাধারণ মানুষও তাকিয়ে আছে দ্রব্যমূল্য কমার দিকে।: [409, 429, 524, 570]
- ad-title: পাত্রী চাই: [1293, 806, 1478, 836]
- byline-kapilmuni: নিজস্ব সংবাদদাতা, কপিলমুনি(খুলনা)ঃ: [409, 156, 524, 177]
- classified-ads-column: [1284, 157, 1486, 1913]
- ad-contact: যোগাযোগঃ পাত্রের বড় ভাই: [1335, 926, 1436, 937]
- ad-phone[interactable]: ০২-৪৭৭৭২২২৬৬, ০১৭১২-১০৯৯০০: [1333, 1339, 1438, 1376]
- ad-niyog-biggopti[interactable]: [1291, 211, 1480, 350]
- article-khulna-bnp-body: খুলনায় বিএনপির নবনির্বাচিত কমিটির নেতৃবৃন্দকে সংবর্ধনা দেওয়া হয়েছে। অনুষ্ঠানে দলীয় নেতাকর্মীরা উপস্থিত থেকে নতুন কমিটিকে অভিনন্দন জানান। বক্তারা বলেন, সাংগঠনিক শক্তি বৃদ্ধি করে জনগণের পাশে থাকতে হবে। আগামী নির্বাচনকে সামনে রেখে দলকে আরও সুসংগঠিত করার আহ্বান জানানো হয়।: [537, 590, 774, 630]
- ad-phone[interactable]: ০১৭২৭-৪৪০১৮০: [1330, 1098, 1441, 1115]
- ad-center-name: আস্থা ডায়াগনস্টিক সেন্টার: [1293, 1531, 1478, 1551]
- ad-contact: যোগাযোগঃ- মামুন স্যার: [1342, 431, 1429, 442]
- divider-rule-2: [153, 632, 268, 634]
- ad-title: মহিলা নিয়োগ: [1293, 1012, 1478, 1042]
- ad-hospital: খুলনা মেডিকেল কলেজ হাসপাতাল।: [1320, 1518, 1451, 1529]
- ad-address: ৪৪/২ , খানজাহান আলী রোড, খুলনা: [1328, 1552, 1443, 1562]
- ad-address: খান জাহান আলী রোড, সাবেক জামাতখানা, খুলনা। সিরিয়ালের জন্য ঃ: [1306, 1315, 1465, 1335]
- divider-rule-1: [20, 824, 140, 826]
- ad-body: ১. স্বল্প ব্যয়ে করা হয়। ২. বড় কাটা ছাড়া ছিদ্রের মাধ্যমে করা হয়। ৩. জার্মানি মেশিনে ল্যাপরোস্কপিক করা হয়। ৪. মাত্র একদিন থাকলেই হয়। ৫. গরীব ও দুঃস্থ রোগীদের জন্য বিশেষ ছাড় আছে।: [1298, 1196, 1473, 1244]
- ad-ref-code: আর-১৮৪: [1298, 777, 1331, 787]
- divider-rule-6: [1035, 439, 1150, 441]
- article-main-byline: [20, 157, 140, 167]
- headline-kapilmuni: কপিলমুনিতে মশার উপদ্রব বৃদ্ধি, অতিষ্ঠ মানুষ: [618, 44, 754, 105]
- section-heading-notun-sarkar: যে শর্তাদিতে দায়িত্ব গ্রহণ করেন নতুন সরকার: [537, 365, 774, 407]
- headline-kushtia: কুষ্টিয়ায় পেঁয়াজ চাষে বাম্পার ফলনের সম্ভাবনা: [1135, 43, 1445, 105]
- ad-ref-code: আর-১৮৭: [1298, 1120, 1331, 1130]
- ad-title: শুধুমাত্র পিত্তপাথর রোগীদের জন্য সুখবর: [1293, 1148, 1478, 1192]
- article-main-p2: খোঁজ নিয়ে জানা গেছে, কলারোয়া পৌরসভা ও উপজেলার ১২টি ইউনিয়নের অনেক শিক্ষা প্রতিষ্ঠানেই শহিদ মিনার নির্মাণের উদ্যোগ নেওয়া হয়নি। ফলে শিক্ষার্থীরা মহান একুশে ফেব্রুয়ারির ভাষা শহিদদের প্রতি শ্রদ্ধা নিবেদনে বিকল্প ব্যবস্থা নিতে বাধ্য হন। কোথাও কলাগাছ ও বাঁশ দিয়ে অস্থায়ী শহিদ মিনার তৈরি করে শ্রদ্ধা জানানো হয়।: [20, 275, 140, 366]
- section-heading-bochore: বছরে ২টি ডোজেই কী: [849, 558, 960, 574]
- byline-text: নিজস্ব সংবাদদাতা, (সাতক্ষীরা):: [20, 156, 111, 166]
- article-kapilmuni-cont3: যা নিয়ে এখনো গবেষণা চলছে। বিশ্বরেণ্য আচার্য প্রফুল্ল চন্দ্র রায় ছিলেন একাধারে রসায়নবিদ, শিক্ষাবিদ, শিল্পোদ্যোক্তা ও সমাজসংস্কারক। তিনি বাংলার রসায়ন গবেষণার ভিত্তি স্থাপন করেছিলেন। ১৮৬১ সালে খুলনার পাইকগাছা উপজেলার রাড়ুলী গ্রামে তাঁর জন্ম। বেঙ্গল কেমিক্যালস অ্যান্ড ফার্মাসিউটিক্যালস প্রতিষ্ঠা করে তিনি দেশীয় শিল্পের পথ দেখিয়েছিলেন। তাঁর রচিত 'হিন্দু রসায়নের ইতিহাস' গ্রন্থটি আন্তর্জাতিকভাবে প্রশংসিত হয়। শিক্ষার্থীদের তিনি স্বনির্ভর হওয়ার শিক্ষা দিতেন। তাঁর আদর্শ আজও নতুন প্রজন্মের কাছে অনুপ্রেরণার উৎস হয়ে আছে। জন্মভিটা রাড়ুলীতে তাঁর স্মৃতি রক্ষায় নানা উদ্যোগ নেওয়া হলেও সেগুলো যথাযথভাবে বাস্তবায়িত হয়নি বলে অভিযোগ রয়েছে।: [409, 574, 524, 765]
- divider-rule-5: [787, 551, 1022, 553]
- ad-ref-code: আর-১৮৬: [1298, 331, 1331, 341]
- ad-contact: বরাবর, সভাপতি,: [1341, 714, 1430, 730]
- section-heading-nirbachone: নির্বাচনে বাজার বন্ধ,: [537, 255, 774, 284]
- section-heading-pak-bharat-match: পাক-ভারত ম্যাচ দেখতে যাবেন না বুমরাহ: [153, 795, 268, 846]
- section-heading-jahangir: জাহাঙ্গীর আলমকে শুভেচ্ছা জ্ঞাপন: [20, 631, 140, 673]
- ad-address: মিশুক সঞ্চয় ও ঋণদান সমবায় সমিতি লিঃ, ৪/৯২ মুজগুন্নী মহাসড়ক, জি.পি.ও ৯০০০, বয়রা, খুলনা।: [1297, 733, 1474, 753]
- section-heading-shirase: সরাসরি সিডনি যাবে ঋতুপর্ণার থাইল্যান্ড-ফিলিপাইন বাতিল: [281, 369, 396, 447]
- ad-mishuk-niyog[interactable]: [1291, 494, 1480, 797]
- ad-clinic-banner: যোগাযোগঃ সামেলা মেমোরিয়াল ক্লিনিক ল্যাপারোস্কপিক সেন্টার: [1293, 1280, 1478, 1315]
- section-heading-khulna-bnp: খুলনায় বিএনপির নবনির্বাচিত: [582, 570, 729, 586]
